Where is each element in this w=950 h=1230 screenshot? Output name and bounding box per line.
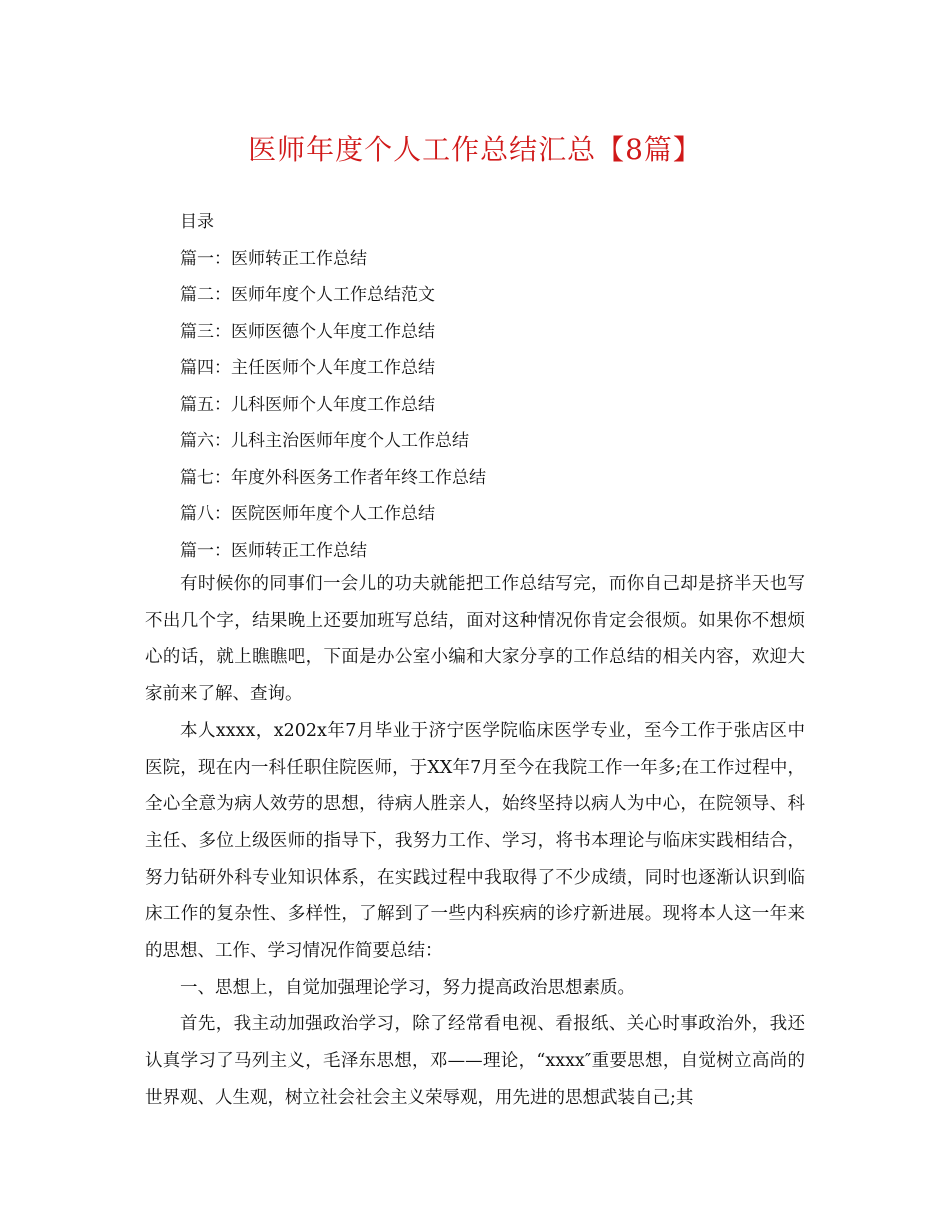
section-heading: 篇一：医师转正工作总结 [180, 540, 367, 561]
toc-item: 篇二：医师年度个人工作总结范文 [180, 285, 435, 305]
toc-item: 篇七：年度外科医务工作者年终工作总结 [180, 467, 486, 488]
paragraph: 一、思想上，自觉加强理论学习，努力提高政治思想素质。 [180, 977, 635, 998]
toc-item: 篇六：儿科主治医师年度个人工作总结 [180, 431, 469, 451]
document-title: 医师年度个人工作总结汇总【8篇】 [248, 133, 702, 166]
toc-item: 篇八：医院医师年度个人工作总结 [180, 504, 435, 524]
toc-item: 篇四：主任医师个人年度工作总结 [180, 358, 435, 378]
toc-item: 篇三：医师医德个人年度工作总结 [180, 321, 435, 342]
table-of-contents [180, 204, 820, 569]
toc-heading: 目录 [180, 212, 214, 232]
paragraph: 首先，我主动加强政治学习，除了经常看电视、看报纸、关心时事政治外，我还认真学习了马列主义，毛泽东思想，邓——理论，“xxxx″重要思想，自觉树立高尚的世界观、人生观，树立社会社会主义荣辱观，用先进的思想武装自己;其 [145, 1014, 805, 1108]
toc-item: 篇五：儿科医师个人年度工作总结 [180, 394, 435, 415]
paragraph: 本人xxxx，x202x年7月毕业于济宁医学院临床医学专业，至今工作于张店区中医院，现在内一科任职住院医师，于XX年7月至今在我院工作一年多;在工作过程中，全心全意为病人效劳的思想，待病人胜亲人，始终坚持以病人为中心，在院领导、科主任、多位上级医师的指导下，我努力工作、学习，将书本理论与临床实践相结合，努力钻研外科专业知识体系，在实践过程中我取得了不少成绩，同时也逐渐认识到临床工作的复杂性、多样性，了解到了一些内科疾病的诊疗新进展。现将本人这一年来的思想、工作、学习情况作简要总结： [145, 720, 805, 962]
toc-item: 篇一：医师转正工作总结 [180, 248, 367, 269]
paragraph: 有时候你的同事们一会儿的功夫就能把工作总结写完，而你自己却是挤半天也写不出几个字，结果晚上还要加班写总结，面对这种情况你肯定会很烦。如果你不想烦心的话，就上瞧瞧吧，下面是办公室小编和大家分享的工作总结的相关内容，欢迎大家前来了解、查询。 [145, 574, 805, 705]
document-body [145, 566, 805, 1117]
